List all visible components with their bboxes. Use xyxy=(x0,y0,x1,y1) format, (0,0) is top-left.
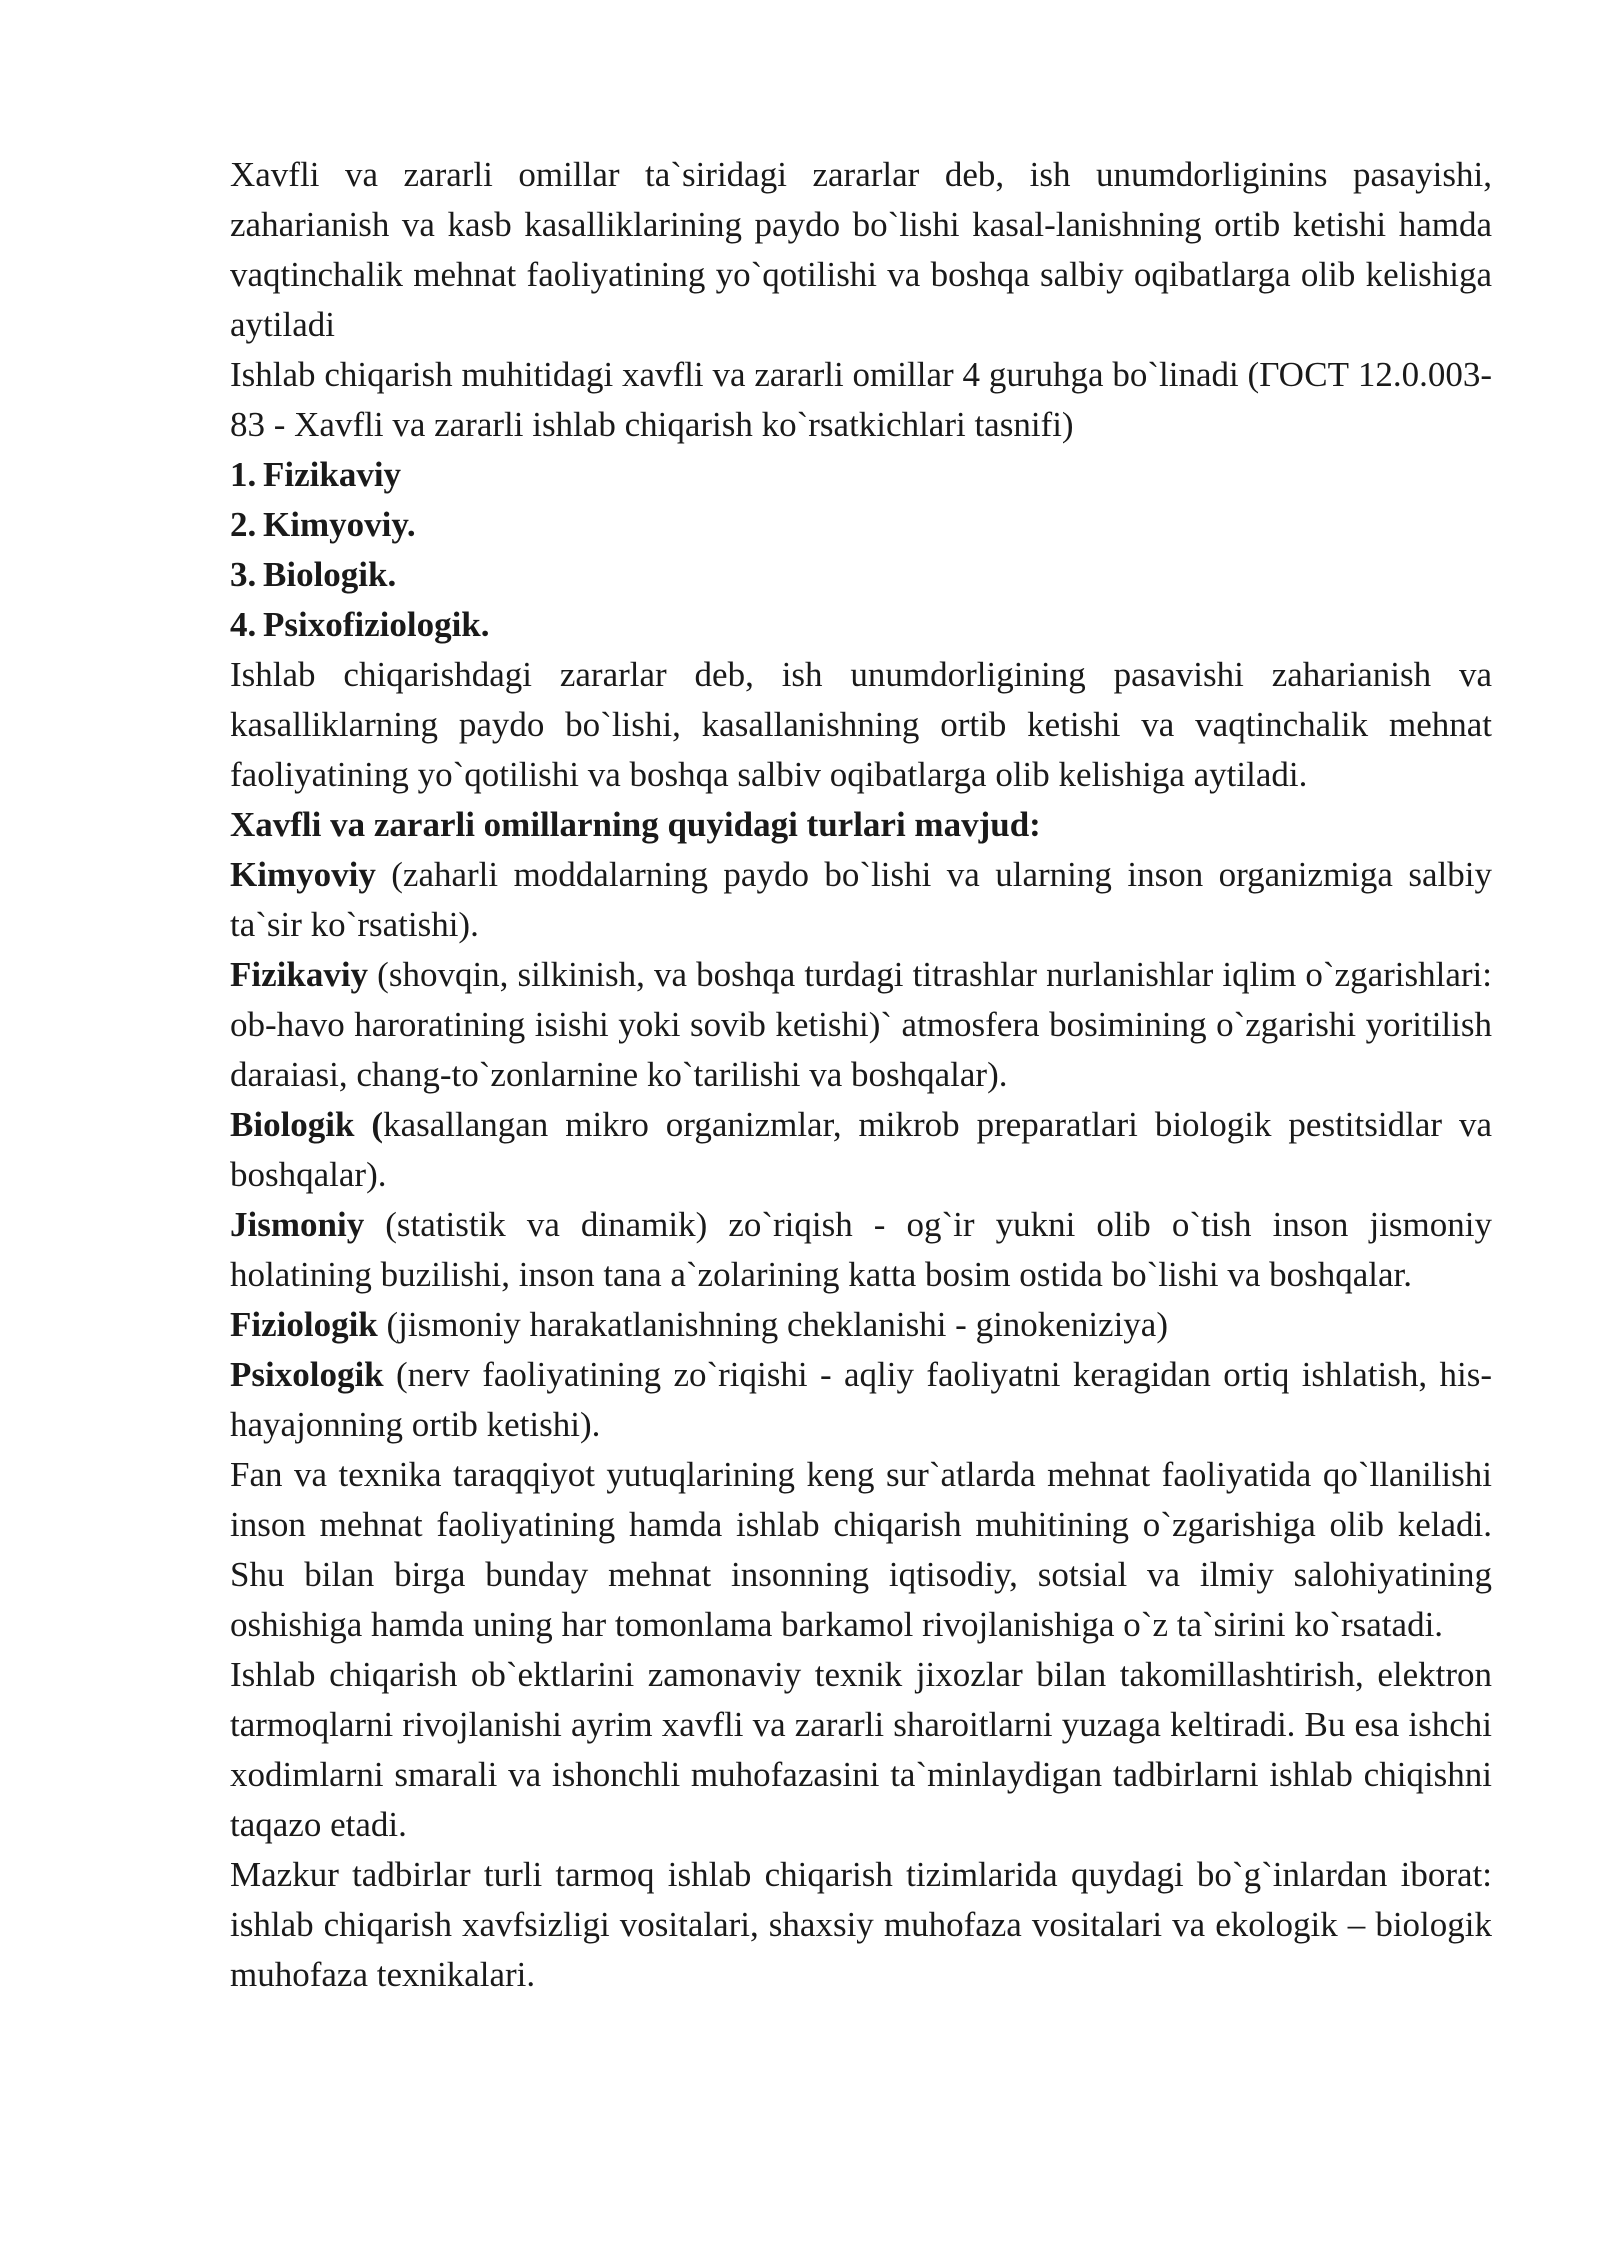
groups-intro-paragraph: Ishlab chiqarish muhitidagi xavfli va zararli omillar 4 guruhga bo`linadi (ГОСТ 12.0.003-83 - Xavfli va zararli ishlab chiqarish ko`rsatkichlari tasnifi) xyxy=(230,355,1492,444)
factor-physiological xyxy=(230,1300,1492,1350)
factor-term: Fizikaviy xyxy=(230,955,369,994)
factor-description: kasallangan mikro organizmlar, mikrob preparatlari biologik pestitsidlar va boshqalar). xyxy=(230,1105,1492,1194)
factor-description: (shovqin, silkinish, va boshqa turdagi titrashlar nurlanishlar iqlim o`zgarishlari: ob-havo haroratining isishi yoki sovib ketishi)` atmosfera bosimining o`zgarishi yoritilish daraiasi, chang-to`zonlarnine ko`tarilishi va boshqalar). xyxy=(230,955,1492,1094)
factor-description: (jismoniy harakatlanishning cheklanishi - ginokeniziya) xyxy=(377,1305,1168,1344)
factor-description: (nerv faoliyatining zo`riqishi - aqliy faoliyatni keragidan ortiq ishlatish, his-hayajonning ortib ketishi). xyxy=(230,1355,1492,1444)
list-item: 3. Biologik. xyxy=(230,555,397,594)
list-item: 4. Psixofiziologik. xyxy=(230,605,490,644)
factor-description: (zaharli moddalarning paydo bo`lishi va ularning inson organizmiga salbiy ta`sir ko`rsatishi). xyxy=(230,855,1492,944)
document-page xyxy=(230,150,1492,2000)
factor-term: Kimyoviy xyxy=(230,855,376,894)
list-item: 1. Fizikaviy xyxy=(230,455,402,494)
factor-psychological xyxy=(230,1350,1492,1450)
factor-chemical xyxy=(230,850,1492,950)
factor-term: Jismoniy xyxy=(230,1205,365,1244)
factor-term: Fiziologik xyxy=(230,1305,378,1344)
modernization-paragraph: Ishlab chiqarish ob`ektlarini zamonaviy texnik jixozlar bilan takomillashtirish, elektron tarmoqlarni rivojlanishi ayrim xavfli va zararli sharoitlarni yuzaga keltiradi. Bu esa ishchi xodimlarni smarali va ishonchli muhofazasini ta`minlaydigan tadbirlarni ishlab chiqishni taqazo etadi. xyxy=(230,1655,1492,1844)
factor-physical xyxy=(230,950,1492,1100)
intro-paragraph: Xavfli va zararli omillar ta`siridagi zararlar deb, ish unumdorliginins pasayishi, zaharianish va kasb kasalliklarining paydo bo`lishi kasal-lanishning ortib ketishi hamda vaqtinchalik mehnat faoliyatining yo`qotilishi va boshqa salbiy oqibatlarga olib kelishiga aytiladi xyxy=(230,155,1492,344)
definition-paragraph: Ishlab chiqarishdagi zararlar deb, ish unumdorligining pasavishi zaharianish va kasalliklarning paydo bo`lishi, kasallanishning ortib ketishi va vaqtinchalik mehnat faoliyatining yo`qotilishi va boshqa salbiv oqibatlarga olib kelishiga aytiladi. xyxy=(230,655,1492,794)
factor-description: (statistik va dinamik) zo`riqish - og`ir yukni olib o`tish inson jismoniy holatining buzilishi, inson tana a`zolarining katta bosim ostida bo`lishi va boshqalar. xyxy=(230,1205,1492,1294)
list-item: 2. Kimyoviy. xyxy=(230,505,416,544)
section-heading: Xavfli va zararli omillarning quyidagi turlari mavjud: xyxy=(230,805,1041,844)
factor-biological xyxy=(230,1100,1492,1200)
groups-list xyxy=(230,450,1492,650)
progress-paragraph: Fan va texnika taraqqiyot yutuqlarining keng sur`atlarda mehnat faoliyatida qo`llanilishi inson mehnat faoliyatining hamda ishlab chiqarish muhitining o`zgarishiga olib keladi. Shu bilan birga bunday mehnat insonning iqtisodiy, sotsial va ilmiy salohiyatining oshishiga hamda uning har tomonlama barkamol rivojlanishiga o`z ta`sirini ko`rsatadi. xyxy=(230,1455,1492,1644)
factor-term: Psixologik xyxy=(230,1355,384,1394)
factor-term: Biologik ( xyxy=(230,1105,384,1144)
measures-paragraph: Mazkur tadbirlar turli tarmoq ishlab chiqarish tizimlarida quydagi bo`g`inlardan iborat: ishlab chiqarish xavfsizligi vositalari, shaxsiy muhofaza vositalari va ekologik – biologik muhofaza texnikalari. xyxy=(230,1855,1492,1994)
factor-bodily xyxy=(230,1200,1492,1300)
